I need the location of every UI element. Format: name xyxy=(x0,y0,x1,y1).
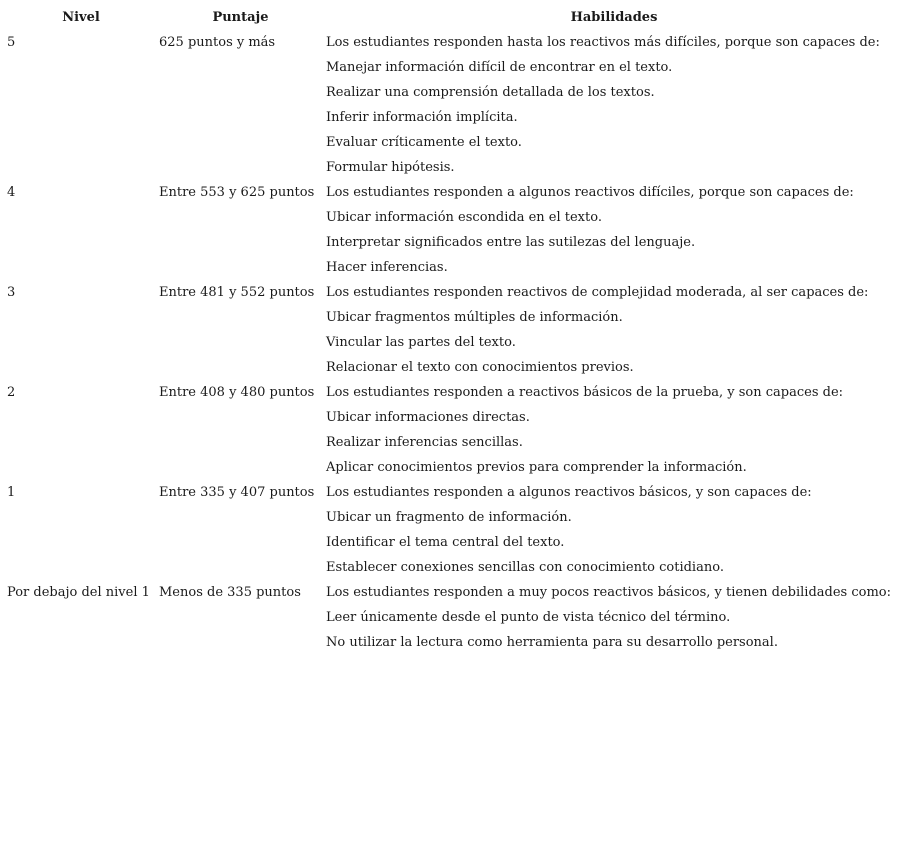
skill-cell: Establecer conexiones sencillas con conocimiento cotidiano. xyxy=(326,560,724,575)
table-header xyxy=(5,5,904,30)
skill-row xyxy=(5,105,904,130)
score-cell xyxy=(157,530,324,555)
score-cell xyxy=(157,630,324,655)
skill-row xyxy=(5,405,904,430)
skill-row xyxy=(5,555,904,580)
skill-row xyxy=(5,605,904,630)
score-cell xyxy=(157,105,324,130)
level-row xyxy=(5,180,904,205)
level-cell xyxy=(5,530,157,555)
level-row xyxy=(5,480,904,505)
skill-cell: Evaluar críticamente el texto. xyxy=(326,135,522,150)
skill-cell: Hacer inferencias. xyxy=(326,260,448,275)
level-cell xyxy=(5,130,157,155)
header-habilidades: Habilidades xyxy=(570,10,658,25)
level-cell xyxy=(5,230,157,255)
score-cell xyxy=(157,305,324,330)
score-cell: Entre 481 y 552 puntos xyxy=(159,285,315,300)
score-cell xyxy=(157,355,324,380)
level-cell xyxy=(5,305,157,330)
skill-cell: Interpretar significados entre las sutilezas del lenguaje. xyxy=(326,235,696,250)
table-body xyxy=(5,30,904,655)
skill-cell: Ubicar informaciones directas. xyxy=(326,410,530,425)
level-cell: 2 xyxy=(7,385,16,400)
skill-row xyxy=(5,155,904,180)
level-cell: Por debajo del nivel 1 xyxy=(7,585,150,600)
skill-cell: Ubicar un fragmento de información. xyxy=(326,510,572,525)
skill-row xyxy=(5,305,904,330)
skill-cell: Identificar el tema central del texto. xyxy=(326,535,565,550)
level-cell xyxy=(5,155,157,180)
skill-row xyxy=(5,530,904,555)
score-cell xyxy=(157,505,324,530)
score-cell: Entre 335 y 407 puntos xyxy=(159,485,315,500)
header-puntaje: Puntaje xyxy=(212,10,269,25)
level-cell: 4 xyxy=(7,185,16,200)
skill-row xyxy=(5,205,904,230)
level-cell xyxy=(5,605,157,630)
score-cell xyxy=(157,555,324,580)
level-cell xyxy=(5,255,157,280)
score-cell xyxy=(157,55,324,80)
skill-intro-cell: Los estudiantes responden hasta los reactivos más difíciles, porque son capaces de: xyxy=(326,35,880,50)
level-row xyxy=(5,380,904,405)
skill-cell: Formular hipótesis. xyxy=(326,160,455,175)
skill-cell: Aplicar conocimientos previos para comprender la información. xyxy=(326,460,747,475)
score-cell xyxy=(157,130,324,155)
score-cell xyxy=(157,80,324,105)
level-cell xyxy=(5,55,157,80)
skill-cell: Realizar una comprensión detallada de los textos. xyxy=(326,85,655,100)
header-row xyxy=(5,5,904,30)
skill-row xyxy=(5,630,904,655)
level-row xyxy=(5,30,904,55)
level-cell xyxy=(5,430,157,455)
level-cell xyxy=(5,630,157,655)
score-cell xyxy=(157,155,324,180)
skill-row xyxy=(5,505,904,530)
skill-intro-cell: Los estudiantes responden a reactivos básicos de la prueba, y son capaces de: xyxy=(326,385,844,400)
header-nivel: Nivel xyxy=(62,10,100,25)
level-cell xyxy=(5,455,157,480)
skill-cell: Leer únicamente desde el punto de vista técnico del término. xyxy=(326,610,731,625)
skill-cell: Manejar información difícil de encontrar en el texto. xyxy=(326,60,673,75)
score-cell xyxy=(157,230,324,255)
skill-intro-cell: Los estudiantes responden a muy pocos reactivos básicos, y tienen debilidades como: xyxy=(326,585,891,600)
skill-cell: Vincular las partes del texto. xyxy=(326,335,516,350)
level-cell: 5 xyxy=(7,35,16,50)
level-row xyxy=(5,280,904,305)
skill-row xyxy=(5,130,904,155)
score-cell: 625 puntos y más xyxy=(159,35,276,50)
score-cell xyxy=(157,455,324,480)
level-cell xyxy=(5,105,157,130)
reading-levels-table xyxy=(5,5,904,655)
score-cell: Entre 408 y 480 puntos xyxy=(159,385,315,400)
level-cell xyxy=(5,80,157,105)
skill-cell: No utilizar la lectura como herramienta para su desarrollo personal. xyxy=(326,635,778,650)
skill-row xyxy=(5,230,904,255)
skill-row xyxy=(5,255,904,280)
score-cell: Menos de 335 puntos xyxy=(159,585,301,600)
skill-row xyxy=(5,455,904,480)
level-row xyxy=(5,580,904,605)
skill-row xyxy=(5,55,904,80)
score-cell xyxy=(157,405,324,430)
score-cell xyxy=(157,430,324,455)
skill-row xyxy=(5,430,904,455)
level-cell xyxy=(5,505,157,530)
level-cell xyxy=(5,555,157,580)
level-cell xyxy=(5,355,157,380)
score-cell xyxy=(157,205,324,230)
skill-cell: Inferir información implícita. xyxy=(326,110,518,125)
skill-row xyxy=(5,330,904,355)
score-cell xyxy=(157,330,324,355)
score-cell xyxy=(157,605,324,630)
skill-cell: Ubicar fragmentos múltiples de información. xyxy=(326,310,623,325)
skill-intro-cell: Los estudiantes responden a algunos reactivos básicos, y son capaces de: xyxy=(326,485,812,500)
level-cell xyxy=(5,405,157,430)
skill-row xyxy=(5,80,904,105)
level-cell xyxy=(5,330,157,355)
level-cell xyxy=(5,205,157,230)
skill-row xyxy=(5,355,904,380)
score-cell: Entre 553 y 625 puntos xyxy=(159,185,315,200)
score-cell xyxy=(157,255,324,280)
level-cell: 3 xyxy=(7,285,16,300)
skill-cell: Ubicar información escondida en el texto. xyxy=(326,210,602,225)
skill-cell: Realizar inferencias sencillas. xyxy=(326,435,523,450)
level-cell: 1 xyxy=(7,485,16,500)
skill-cell: Relacionar el texto con conocimientos previos. xyxy=(326,360,634,375)
skill-intro-cell: Los estudiantes responden reactivos de complejidad moderada, al ser capaces de: xyxy=(326,285,869,300)
skill-intro-cell: Los estudiantes responden a algunos reactivos difíciles, porque son capaces de: xyxy=(326,185,854,200)
